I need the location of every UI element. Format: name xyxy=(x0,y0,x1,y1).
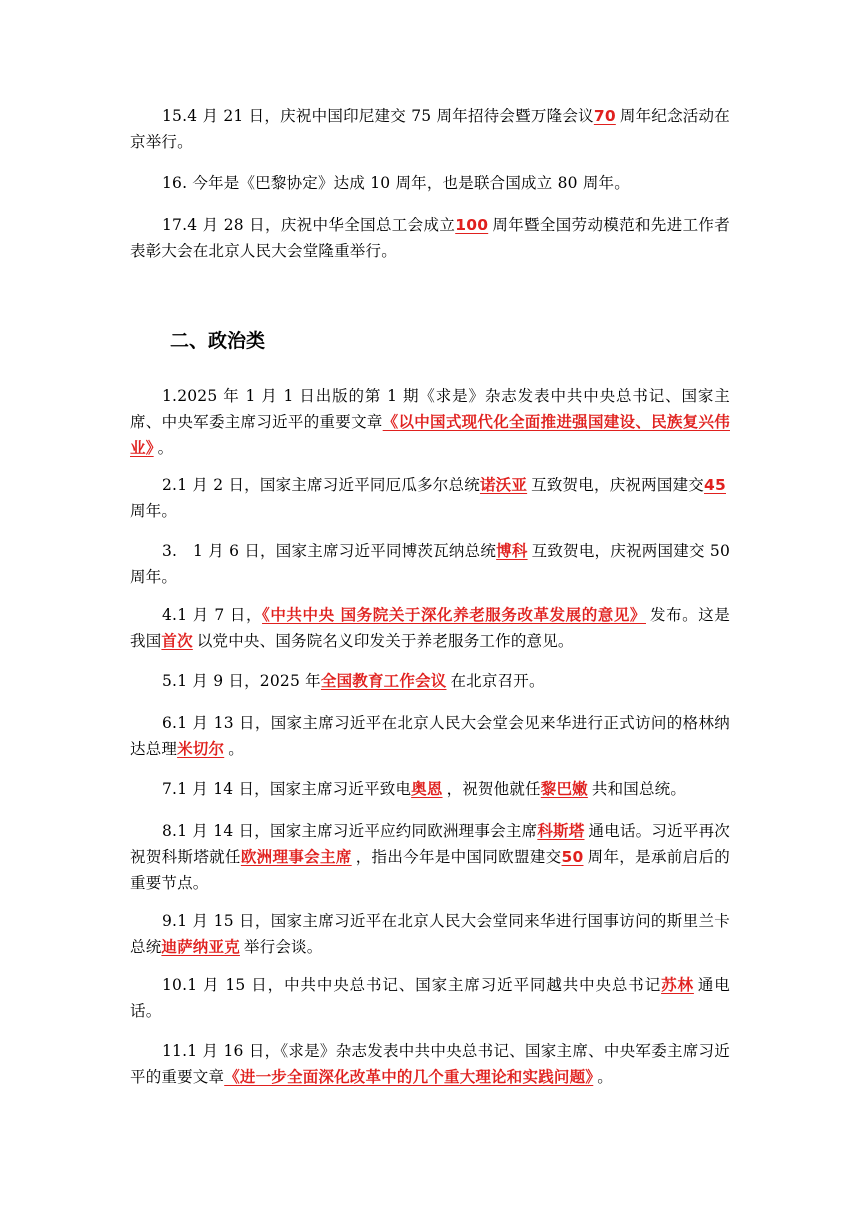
paragraph-text: 9.1 月 15 日，国家主席习近平在北京人民大会堂同来华进行国事访问的斯里兰卡总统 xyxy=(130,912,730,956)
answer-highlight: 首次 xyxy=(161,632,193,650)
paragraph-text: 16. 今年是《巴黎协定》达成 10 周年，也是联合国成立 80 周年。 xyxy=(162,174,630,192)
answer-highlight: 博科 xyxy=(496,542,528,560)
paragraph-text: 10.1 月 15 日，中共中央总书记、国家主席习近平同越共中央总书记 xyxy=(162,976,662,994)
paragraph-text: 2.1 月 2 日，国家主席习近平同厄瓜多尔总统 xyxy=(162,476,480,494)
answer-highlight: 科斯塔 xyxy=(537,822,585,840)
paragraph-text: 1.2025 年 1 月 1 日出版的第 1 期《求是》杂志发表中共中央总书记、国家主席、中央军委主席习近平的重要文章 xyxy=(130,387,730,431)
paragraph-politics-4 xyxy=(130,602,730,654)
paragraph-text: 。 xyxy=(597,1068,613,1086)
paragraph-16 xyxy=(130,170,730,196)
paragraph-text: 4.1 月 7 日， xyxy=(162,606,263,624)
paragraph-text: 5.1 月 9 日，2025 年 xyxy=(162,672,321,690)
paragraph-text: 3. 1 月 6 日，国家主席习近平同博茨瓦纳总统 xyxy=(162,542,497,560)
paragraph-text: 互致贺电，庆祝两国建交 50 周年。 xyxy=(130,542,731,586)
paragraph-text: 15.4 月 21 日，庆祝中国印尼建交 75 周年招待会暨万隆会议 xyxy=(162,107,594,125)
paragraph-text: 通电话。 xyxy=(130,976,730,1020)
paragraph-text: 通电话。习近平再次祝贺科斯塔就任 xyxy=(130,822,730,866)
paragraph-text: 周年。 xyxy=(130,502,178,520)
paragraph-politics-6 xyxy=(130,710,730,762)
section-heading: 二、政治类 xyxy=(170,330,266,352)
paragraph-text: 11.1 月 16 日，《求是》杂志发表中共中央总书记、国家主席、中央军委主席习近平的重要文章 xyxy=(130,1042,730,1086)
answer-highlight: 苏林 xyxy=(661,976,694,994)
answer-highlight: 全国教育工作会议 xyxy=(320,672,447,690)
paragraph-text: 共和国总统。 xyxy=(591,780,687,798)
paragraph-text: 17.4 月 28 日，庆祝中华全国总工会成立 xyxy=(162,216,456,234)
answer-highlight: 《进一步全面深化改革中的几个重大理论和实践问题》 xyxy=(224,1068,594,1086)
paragraph-politics-8 xyxy=(130,818,730,896)
paragraph-text: 周年，是承前启后的重要节点。 xyxy=(130,848,730,892)
paragraph-text: ，指出今年是中国同欧盟建交 xyxy=(355,848,562,866)
paragraph-text: 周年暨全国劳动模范和先进工作者表彰大会在北京人民大会堂隆重举行。 xyxy=(130,216,730,260)
paragraph-text: ，祝贺他就任 xyxy=(446,780,541,798)
paragraph-text: 。 xyxy=(228,740,244,758)
paragraph-15 xyxy=(130,103,730,155)
paragraph-politics-11 xyxy=(130,1038,730,1090)
paragraph-politics-2 xyxy=(130,472,730,524)
paragraph-politics-10 xyxy=(130,972,730,1024)
paragraph-text: 8.1 月 14 日，国家主席习近平应约同欧洲理事会主席 xyxy=(162,822,538,840)
paragraph-politics-9 xyxy=(130,908,730,960)
paragraph-politics-1 xyxy=(130,383,730,461)
answer-highlight: 45 xyxy=(704,476,726,494)
answer-highlight: 《中共中央 国务院关于深化养老服务改革发展的意见》 xyxy=(262,606,646,624)
answer-highlight: 黎巴嫩 xyxy=(540,780,588,798)
paragraph-text: 举行会谈。 xyxy=(243,938,323,956)
answer-highlight: 70 xyxy=(593,107,616,125)
paragraph-text: 周年纪念活动在京举行。 xyxy=(130,107,730,151)
paragraph-text: 以党中央、国务院名义印发关于养老服务工作的意见。 xyxy=(196,632,574,650)
answer-highlight: 奥恩 xyxy=(411,780,443,798)
paragraph-text: 6.1 月 13 日，国家主席习近平在北京人民大会堂会见来华进行正式访问的格林纳达总理 xyxy=(130,714,730,758)
answer-highlight: 米切尔 xyxy=(177,740,225,758)
paragraph-politics-3 xyxy=(130,538,730,590)
paragraph-politics-5 xyxy=(130,668,730,694)
paragraph-text: 在北京召开。 xyxy=(450,672,545,690)
paragraph-text: 7.1 月 14 日，国家主席习近平致电 xyxy=(162,780,412,798)
answer-highlight: 100 xyxy=(455,216,489,234)
paragraph-text: 互致贺电，庆祝两国建交 xyxy=(531,476,705,494)
paragraph-politics-7 xyxy=(130,776,730,802)
paragraph-17 xyxy=(130,212,730,264)
answer-highlight: 《以中国式现代化全面推进强国建设、民族复兴伟业》 xyxy=(130,413,730,457)
answer-highlight: 欧洲理事会主席 xyxy=(240,848,352,866)
paragraph-text: 发布。这是我国 xyxy=(130,606,730,650)
answer-highlight: 迪萨纳亚克 xyxy=(161,938,240,956)
answer-highlight: 50 xyxy=(561,848,584,866)
answer-highlight: 诺沃亚 xyxy=(479,476,528,494)
paragraph-text: 。 xyxy=(157,439,174,457)
